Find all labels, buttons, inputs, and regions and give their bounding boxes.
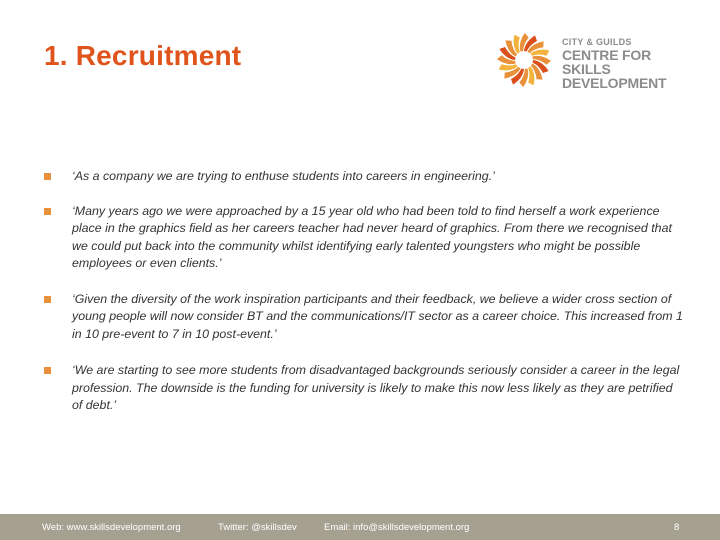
square-bullet-icon (44, 208, 51, 215)
logo-text-line2: CENTRE FOR SKILLS (562, 47, 652, 77)
bullet-list (44, 168, 684, 415)
list-item (44, 203, 684, 273)
logo-text-line3: DEVELOPMENT (562, 75, 667, 91)
list-item (44, 362, 684, 415)
square-bullet-icon (44, 296, 51, 303)
footer-twitter-link[interactable]: Twitter: @skillsdev (218, 522, 297, 533)
bullet-text: ‘As a company we are trying to enthuse students into careers in engineering.’ (72, 169, 495, 183)
sunburst-petal (530, 50, 549, 56)
square-bullet-icon (44, 173, 51, 180)
page-number: 8 (674, 522, 680, 533)
list-item (44, 168, 684, 186)
footer-bar (0, 514, 720, 540)
slide-title: 1. Recruitment (44, 40, 242, 71)
square-bullet-icon (44, 367, 51, 374)
bullet-text: ‘We are starting to see more students from disadvantaged backgrounds seriously consider a career in the legal profession. The downside is the funding for university is likely to make this now less likely as they are petrified of debt.’ (72, 363, 680, 412)
bullet-text: ‘Many years ago we were approached by a 15 year old who had been told to find herself a work experience place in the graphics field as her careers teacher had never heard of graphics. From there we recognised that we could put back into the community whilst identifying early talented youngsters who might be possible employees or even clients.’ (72, 203, 672, 270)
sunburst-petal (514, 35, 520, 54)
footer-email-link[interactable]: Email: info@skillsdevelopment.org (324, 522, 470, 533)
sunburst-logo-icon (494, 30, 554, 90)
footer-web-link[interactable]: Web: www.skillsdevelopment.org (42, 522, 181, 533)
sunburst-petal (499, 64, 518, 70)
sunburst-petal (528, 66, 534, 85)
bullet-text: ‘Given the diversity of the work inspiration participants and their feedback, we believe a wider cross section of young people will now consider BT and the communications/IT sector as a career choice. This increased from 1 in 10 pre-event to 7 in 10 post-event.’ (72, 291, 683, 341)
list-item (44, 291, 684, 344)
logo-text-line1: CITY & GUILDS (562, 37, 632, 47)
city-and-guilds-logo (494, 28, 694, 92)
